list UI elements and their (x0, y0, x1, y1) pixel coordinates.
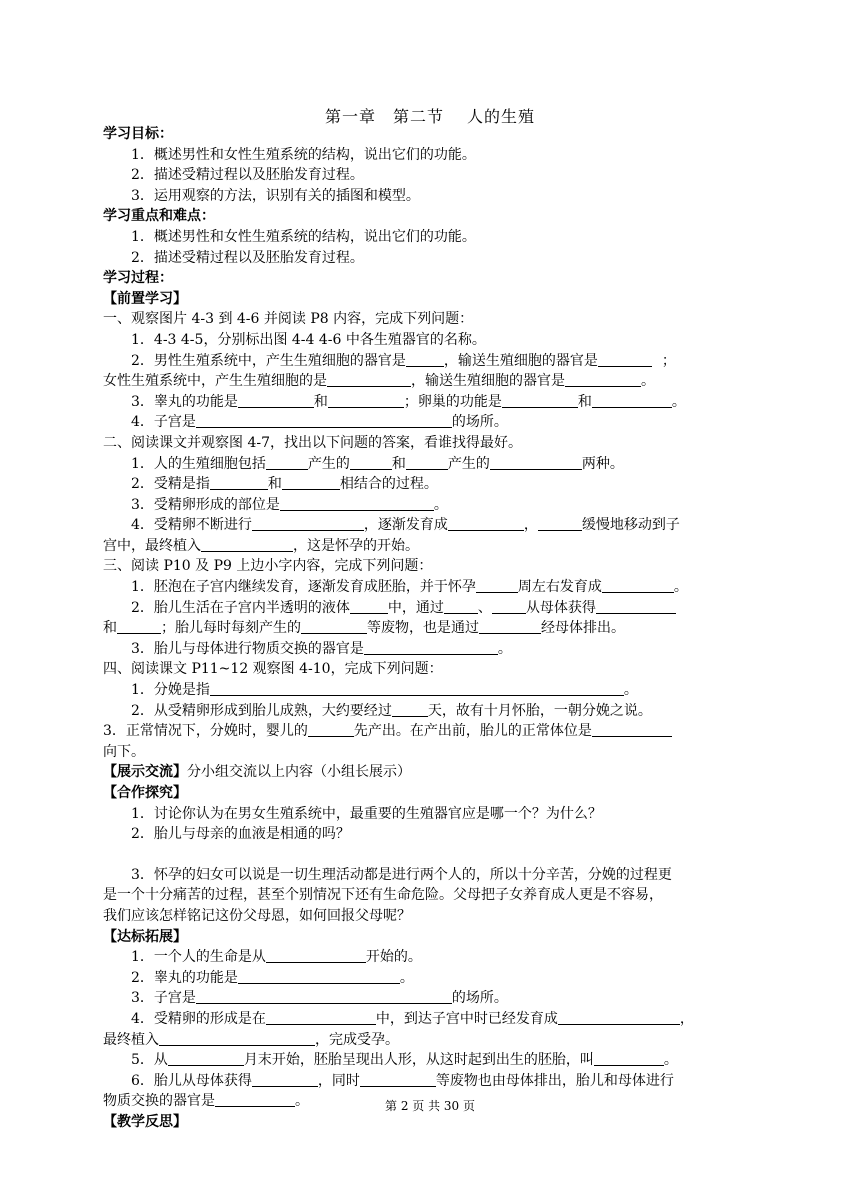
blank (596, 598, 676, 614)
q2-item-1: 1．人的生殖细胞包括 产生的 和 产生的 两种。 (131, 455, 624, 472)
q1-item-2-cont: 女性生殖系统中，产生生殖细胞的是 ，输送生殖细胞的器官是 。 (103, 373, 655, 390)
blank (238, 392, 314, 408)
coop-item-3-cont: 是一个十分痛苦的过程，甚至个别情况下还有生命危险。父母把子女养育成人更是不容易， (103, 887, 663, 904)
coop-item-2: 2．胎儿与母亲的血液是相通的吗？ (131, 826, 350, 843)
coop-item-1: 1．讨论你认为在男女生殖系统中，最重要的生殖器官应是哪一个？为什么？ (131, 805, 602, 822)
ex-item-1: 1．一个人的生命是从 开始的。 (131, 949, 422, 966)
blank (406, 454, 448, 470)
question-two-intro: 二、阅读课文并观察图 4-7，找出以下问题的答案，看谁找得最好。 (103, 434, 522, 451)
focus-item: 2．描述受精过程以及胚胎发育过程。 (131, 249, 364, 266)
blank (282, 474, 340, 490)
blank (479, 618, 541, 634)
blank (406, 351, 444, 367)
goal-item: 1．概述男性和女性生殖系统的结构，说出它们的功能。 (131, 146, 476, 163)
blank (328, 392, 404, 408)
q2-item-3: 3．受精卵形成的部位是 。 (131, 496, 448, 513)
blank (594, 1050, 664, 1066)
page-content (103, 124, 758, 1133)
q3-item-2: 2．胎儿生活在子宫内半透明的液体 中，通过 、 从母体获得 (103, 598, 758, 619)
goals-heading: 学习目标： (103, 126, 173, 142)
blank (448, 515, 524, 531)
blank (280, 495, 434, 511)
ex-item-4: 4．受精卵的形成是在 中，到达子宫中时已经发育成 ， (131, 1010, 694, 1027)
blank (476, 577, 518, 593)
blank (538, 515, 582, 531)
q3-item-2-cont: 和 ；胎儿每时每刻产生的 等废物，也是通过 经母体排出。 (103, 620, 625, 637)
coop-item-3-cont: 我们应该怎样铭记这份父母恩，如何回报父母呢？ (103, 907, 411, 924)
blank (350, 454, 392, 470)
process-heading: 学习过程： (103, 270, 173, 287)
blank (598, 351, 652, 367)
q3-item-1: 1．胚泡在子宫内继续发育，逐渐发育成胚胎，并于怀孕 周左右发育成 。 (131, 579, 688, 596)
q4-item-3-cont: 向下。 (103, 743, 145, 760)
question-three-intro: 三、阅读 P10 及 P9 上边小字内容，完成下列问题： (103, 558, 433, 575)
blank (117, 618, 161, 634)
blank (490, 454, 582, 470)
goal-item: 2．描述受精过程以及胚胎发育过程。 (131, 167, 364, 184)
blank (444, 598, 478, 614)
goal-item: 3．运用观察的方法，识别有关的插图和模型。 (131, 187, 420, 204)
blank (602, 577, 674, 593)
focus-heading: 学习重点和难点： (103, 208, 215, 225)
answer-space (103, 845, 758, 865)
blank (392, 701, 428, 717)
q1-item-2: 2．男性生殖系统中，产生生殖细胞的器官是 ，输送生殖细胞的器官是 ； (131, 352, 676, 369)
blank (196, 412, 452, 428)
ex-item-2: 2．睾丸的功能是 。 (131, 969, 414, 986)
blank (592, 721, 672, 737)
ex-item-4-cont: 最终植入 ，完成受孕。 (103, 1031, 399, 1048)
blank (266, 454, 308, 470)
blank (360, 1071, 436, 1087)
blank (201, 536, 293, 552)
coop-item-3: 3．怀孕的妇女可以说是一切生理活动都是进行两个人的，所以十分辛苦，分娩的过程更 (131, 866, 672, 883)
q1-item-3: 3．睾丸的功能是 和 ；卵巢的功能是 和 。 (131, 393, 686, 410)
q4-item-2: 2．从受精卵形成到胎儿成熟，大约要经过 天，故有十月怀胎，一朝分娩之说。 (131, 702, 652, 719)
blank (492, 598, 526, 614)
ex-item-3: 3．子宫是 的场所。 (131, 990, 508, 1007)
blank (327, 371, 411, 387)
expand-heading: 【达标拓展】 (103, 928, 187, 945)
q3-item-3: 3．胎儿与母体进行物质交换的器官是 。 (131, 640, 512, 657)
blank (196, 988, 452, 1004)
q1-item-1: 1．4-3 4-5，分别标出图 4-4 4-6 中各生殖器官的名称。 (131, 331, 486, 348)
q4-item-1: 1．分娩是指 。 (131, 682, 638, 699)
blank (210, 680, 624, 696)
show-exchange: 【展示交流】分小组交流以上内容（小组长展示） (103, 764, 411, 781)
blank (308, 721, 354, 737)
blank (558, 1009, 680, 1025)
blank (252, 1071, 318, 1087)
page-title: 第一章 第二节 人的生殖 (324, 107, 536, 126)
question-four-intro: 四、阅读课文 P11~12 观察图 4-10，完成下列问题： (103, 661, 443, 678)
q4-item-3: 3．正常情况下，分娩时，婴儿的 先产出。在产出前，胎儿的正常体位是 (103, 721, 758, 742)
blank (502, 392, 578, 408)
blank (210, 474, 268, 490)
blank (159, 1030, 315, 1046)
blank (565, 371, 641, 387)
blank (238, 968, 400, 984)
blank (168, 1050, 244, 1066)
blank (364, 639, 498, 655)
blank (252, 515, 364, 531)
pre-study-heading: 【前置学习】 (103, 290, 187, 307)
page-footer: 第 2 页 共 30 页 (385, 1099, 475, 1113)
blank (301, 618, 367, 634)
cooperate-heading: 【合作探究】 (103, 785, 187, 801)
blank (592, 392, 672, 408)
q2-item-4-cont: 宫中，最终植入 ，这是怀孕的开始。 (103, 537, 419, 554)
q2-item-4: 4．受精卵不断进行 ，逐渐发育成 ， 缓慢地移动到子 (131, 517, 680, 534)
question-one-intro: 一、观察图片 4-3 到 4-6 并阅读 P8 内容，完成下列问题： (103, 311, 474, 328)
reflect-heading: 【教学反思】 (103, 1113, 187, 1130)
q2-item-2: 2．受精是指 和 相结合的过程。 (131, 476, 438, 493)
ex-item-6-cont: 物质交换的器官是 。 (103, 1093, 309, 1110)
blank (350, 598, 388, 614)
ex-item-6: 6．胎儿从母体获得 ，同时 等废物也由母体排出，胎儿和母体进行 (131, 1072, 674, 1089)
ex-item-5: 5．从 月末开始，胚胎呈现出人形，从这时起到出生的胚胎，叫 。 (131, 1052, 678, 1069)
q1-item-4: 4．子宫是 的场所。 (131, 414, 508, 431)
blank (266, 1009, 376, 1025)
focus-item: 1．概述男性和女性生殖系统的结构，说出它们的功能。 (131, 228, 476, 245)
blank (266, 947, 366, 963)
